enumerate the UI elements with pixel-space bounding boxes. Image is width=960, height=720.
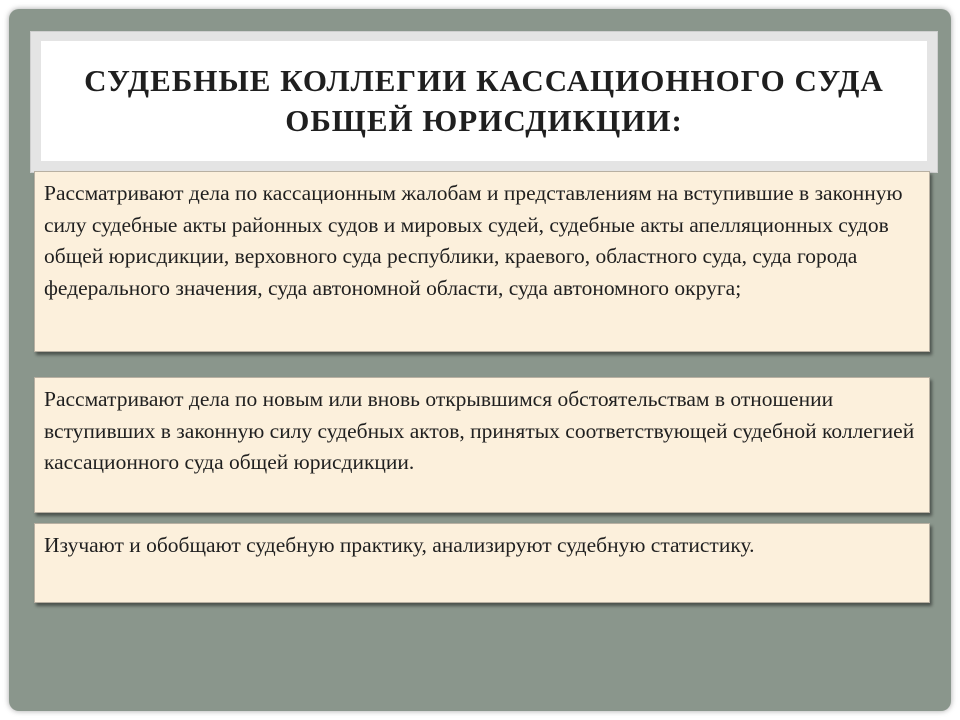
- slide-title: СУДЕБНЫЕ КОЛЛЕГИИ КАССАЦИОННОГО СУДА ОБЩЕЙ ЮРИСДИКЦИИ:: [84, 63, 884, 138]
- title-frame: [30, 31, 938, 173]
- content-box-3-text: Изучают и обобщают судебную практику, анализируют судебную статистику.: [44, 533, 755, 557]
- title-area: [41, 41, 927, 161]
- content-box-2-text: Рассматривают дела по новым или вновь открывшимся обстоятельствам в отношении вступивших в законную силу судебных актов, принятых соответствующей судебной коллегией кассационного суда общей юрисдикции.: [44, 387, 915, 474]
- content-box-1: [34, 171, 930, 352]
- slide: [9, 9, 951, 711]
- content-box-1-text: Рассматривают дела по кассационным жалобам и представлениям на вступившие в законную силу судебные акты районных судов и мировых судей, судебные акты апелляционных судов общей юрисдикции, верховного суда республики, краевого, областного суда, суда города федерального значения, суда автономной области, суда автономного округа;: [44, 181, 903, 300]
- content-box-2: [34, 377, 930, 513]
- content-box-3: [34, 523, 930, 603]
